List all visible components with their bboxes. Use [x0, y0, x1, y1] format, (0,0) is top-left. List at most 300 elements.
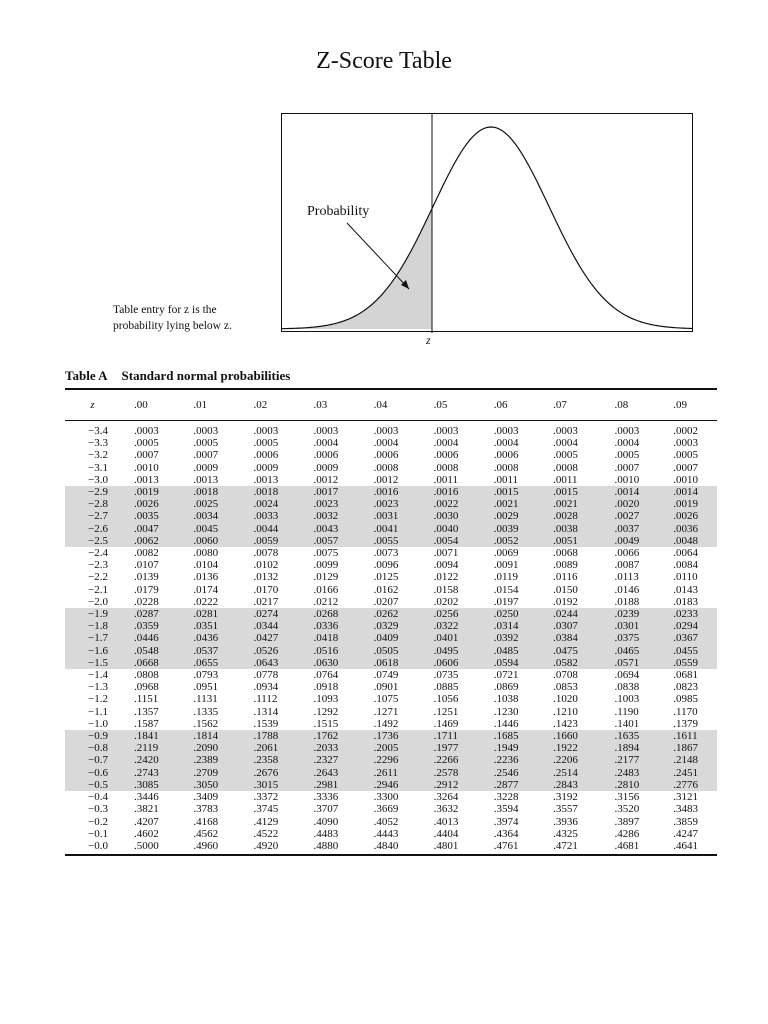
- probability-cell: .0003: [253, 425, 279, 437]
- probability-cell: .0007: [193, 449, 219, 462]
- z-value-cell: −1.7: [65, 632, 120, 644]
- probability-cell: .0029: [480, 510, 539, 522]
- probability-cell: .0139: [133, 571, 159, 584]
- table-row: [65, 767, 717, 779]
- probability-cell: .0018: [239, 486, 299, 498]
- probability-cell: .0026: [659, 510, 717, 522]
- probability-cell: .0054: [420, 535, 480, 547]
- probability-cell: .0179: [133, 583, 159, 596]
- probability-cell: .4286: [614, 827, 640, 840]
- z-value-cell: −1.5: [65, 657, 120, 669]
- probability-cell: .1635: [600, 730, 659, 742]
- probability-cell: .0005: [553, 449, 578, 462]
- probability-cell: .0446: [120, 632, 179, 644]
- probability-cell: .0322: [420, 620, 480, 632]
- probability-cell: .1660: [539, 730, 600, 742]
- probability-cell: .1841: [120, 730, 179, 742]
- header-col: .02: [239, 389, 299, 421]
- z-value-cell: −2.7: [65, 510, 120, 522]
- probability-cell: .0102: [253, 559, 279, 572]
- z-value-cell: −0.2: [87, 815, 108, 828]
- probability-cell: .0015: [480, 486, 539, 498]
- probability-cell: .0007: [673, 461, 699, 474]
- z-value-cell: −1.3: [87, 681, 108, 694]
- probability-cell: .0036: [659, 523, 717, 535]
- probability-cell: .0107: [133, 559, 159, 572]
- table-row: [65, 523, 717, 535]
- probability-cell: .4325: [553, 827, 578, 840]
- probability-cell: .3936: [553, 815, 578, 828]
- probability-cell: .0039: [480, 523, 539, 535]
- header-col: .08: [600, 389, 659, 421]
- probability-cell: .2451: [659, 767, 717, 779]
- probability-cell: .4090: [313, 815, 339, 828]
- z-value-cell: −1.9: [65, 608, 120, 620]
- probability-cell: .0793: [193, 669, 219, 682]
- figure-frame: [282, 114, 693, 332]
- probability-cell: .4801: [420, 840, 480, 855]
- table-row: [65, 803, 717, 815]
- probability-cell: .2877: [480, 779, 539, 791]
- probability-cell: .0708: [553, 669, 578, 682]
- probability-cell: .0068: [553, 547, 578, 560]
- table-caption: [65, 368, 290, 384]
- probability-cell: .0052: [480, 535, 539, 547]
- probability-cell: .0244: [539, 608, 600, 620]
- probability-cell: .2483: [600, 767, 659, 779]
- probability-cell: .0035: [120, 510, 179, 522]
- probability-cell: .2810: [600, 779, 659, 791]
- probability-cell: .4129: [253, 815, 279, 828]
- table-row: [65, 462, 717, 474]
- probability-cell: .2033: [300, 742, 360, 754]
- probability-cell: .0548: [120, 645, 179, 657]
- probability-cell: .0188: [614, 595, 640, 608]
- probability-cell: .0119: [493, 571, 519, 584]
- z-value-cell: −2.0: [87, 595, 108, 608]
- z-value-cell: −3.1: [87, 461, 108, 474]
- probability-cell: .3594: [493, 803, 519, 816]
- probability-cell: .0027: [600, 510, 659, 522]
- probability-cell: .1003: [614, 693, 640, 706]
- probability-cell: .0375: [600, 632, 659, 644]
- probability-cell: .0764: [313, 669, 339, 682]
- probability-cell: .0113: [614, 571, 639, 584]
- probability-cell: .0281: [179, 608, 239, 620]
- probability-cell: .1335: [193, 705, 219, 718]
- probability-cell: .2611: [360, 767, 420, 779]
- header-col: .06: [480, 389, 539, 421]
- z-value-cell: −2.2: [87, 571, 108, 584]
- table-caption-label: Table A: [65, 368, 108, 383]
- probability-cell: .0089: [553, 559, 578, 572]
- probability-cell: .0003: [133, 425, 159, 437]
- probability-cell: .0985: [673, 693, 699, 706]
- table-row: [65, 559, 717, 571]
- table-row: [65, 498, 717, 510]
- probability-cell: .0721: [493, 669, 519, 682]
- probability-cell: .0594: [480, 657, 539, 669]
- probability-cell: .0032: [300, 510, 360, 522]
- probability-cell: .2981: [300, 779, 360, 791]
- probability-cell: .4404: [433, 827, 459, 840]
- probability-cell: .0250: [480, 608, 539, 620]
- page-title: Z-Score Table: [316, 48, 452, 74]
- header-col: .03: [300, 389, 360, 421]
- probability-cell: .0038: [539, 523, 600, 535]
- probability-cell: .1170: [673, 705, 698, 718]
- z-value-cell: −0.7: [65, 754, 120, 766]
- probability-cell: .3264: [433, 791, 459, 804]
- probability-cell: .0037: [600, 523, 659, 535]
- probability-cell: .0012: [313, 473, 339, 486]
- z-value-cell: −1.6: [65, 645, 120, 657]
- probability-cell: .1423: [553, 717, 578, 730]
- probability-cell: .0004: [373, 437, 399, 450]
- table-row: [65, 840, 717, 855]
- probability-cell: .3300: [373, 791, 399, 804]
- probability-cell: .0005: [614, 449, 640, 462]
- probability-cell: .1611: [659, 730, 717, 742]
- probability-cell: .0146: [614, 583, 640, 596]
- probability-cell: .0010: [133, 461, 159, 474]
- probability-cell: .1020: [553, 693, 578, 706]
- probability-cell: .0023: [360, 498, 420, 510]
- probability-cell: .0064: [673, 547, 699, 560]
- probability-cell: .0017: [300, 486, 360, 498]
- probability-cell: .0041: [360, 523, 420, 535]
- probability-cell: .0465: [600, 645, 659, 657]
- z-value-cell: −1.4: [87, 669, 108, 682]
- probability-cell: .0008: [553, 461, 578, 474]
- probability-cell: .0014: [600, 486, 659, 498]
- figure-note-line-1: Table entry for z is the: [113, 304, 217, 316]
- probability-cell: .0951: [193, 681, 219, 694]
- probability-cell: .0174: [193, 583, 219, 596]
- table-row: [65, 620, 717, 632]
- probability-cell: .0018: [179, 486, 239, 498]
- z-value-cell: −1.0: [87, 717, 108, 730]
- table-row: [65, 718, 717, 730]
- probability-cell: .1112: [253, 693, 278, 706]
- probability-cell: .2090: [179, 742, 239, 754]
- probability-cell: .0197: [493, 595, 519, 608]
- probability-cell: .0024: [239, 498, 299, 510]
- probability-cell: .3557: [553, 803, 578, 816]
- probability-cell: .3859: [673, 815, 699, 828]
- probability-cell: .4880: [300, 840, 360, 855]
- probability-cell: .3783: [193, 803, 219, 816]
- header-z: z: [65, 389, 120, 421]
- probability-cell: .0016: [360, 486, 420, 498]
- probability-cell: .3228: [493, 791, 519, 804]
- probability-cell: .0630: [300, 657, 360, 669]
- probability-cell: .1515: [313, 717, 339, 730]
- header-col: .01: [179, 389, 239, 421]
- probability-cell: .2389: [179, 754, 239, 766]
- probability-cell: .0009: [193, 461, 219, 474]
- probability-cell: .2676: [239, 767, 299, 779]
- table-row: [65, 510, 717, 522]
- probability-cell: .0485: [480, 645, 539, 657]
- z-value-cell: −2.8: [65, 498, 120, 510]
- probability-cell: .2358: [239, 754, 299, 766]
- probability-cell: .0087: [614, 559, 640, 572]
- probability-cell: .3156: [614, 791, 640, 804]
- probability-cell: .0901: [373, 681, 399, 694]
- table-row: [65, 779, 717, 791]
- probability-cell: .3745: [253, 803, 279, 816]
- probability-cell: .0021: [480, 498, 539, 510]
- probability-cell: .0212: [313, 595, 339, 608]
- probability-cell: .0003: [373, 425, 399, 437]
- probability-cell: .0006: [373, 449, 399, 462]
- probability-cell: .0934: [253, 681, 279, 694]
- probability-cell: .1292: [313, 705, 339, 718]
- header-col: .00: [120, 389, 179, 421]
- table-row: [65, 754, 717, 766]
- probability-cell: .0019: [659, 498, 717, 510]
- probability-cell: .0559: [659, 657, 717, 669]
- probability-cell: .0019: [120, 486, 179, 498]
- probability-cell: .0030: [420, 510, 480, 522]
- probability-cell: .2912: [420, 779, 480, 791]
- probability-cell: .3121: [673, 791, 699, 804]
- probability-cell: .0016: [420, 486, 480, 498]
- probability-cell: .0233: [659, 608, 717, 620]
- probability-cell: .0526: [239, 645, 299, 657]
- probability-cell: .0143: [673, 583, 699, 596]
- probability-cell: .0099: [313, 559, 339, 572]
- probability-cell: .0104: [193, 559, 219, 572]
- probability-cell: .0005: [193, 437, 219, 450]
- probability-cell: .0968: [133, 681, 159, 694]
- probability-cell: .2420: [120, 754, 179, 766]
- probability-cell: .2005: [360, 742, 420, 754]
- probability-cell: .4761: [480, 840, 539, 855]
- probability-cell: .3669: [373, 803, 399, 816]
- header-col: .09: [659, 389, 717, 421]
- table-row: [65, 645, 717, 657]
- probability-cell: .0351: [179, 620, 239, 632]
- probability-cell: .0003: [614, 425, 640, 437]
- probability-cell: .0170: [253, 583, 279, 596]
- table-row: [65, 730, 717, 742]
- probability-cell: .0778: [253, 669, 279, 682]
- probability-cell: .2546: [480, 767, 539, 779]
- probability-cell: .0401: [420, 632, 480, 644]
- probability-cell: .0606: [420, 657, 480, 669]
- probability-cell: .4602: [133, 827, 159, 840]
- probability-cell: .5000: [120, 840, 179, 855]
- z-value-cell: −0.1: [87, 827, 108, 840]
- probability-cell: .0516: [300, 645, 360, 657]
- probability-cell: .0009: [253, 461, 279, 474]
- probability-cell: .0025: [179, 498, 239, 510]
- probability-cell: .1922: [539, 742, 600, 754]
- probability-cell: .0681: [673, 669, 699, 682]
- probability-cell: .2514: [539, 767, 600, 779]
- probability-cell: .2709: [179, 767, 239, 779]
- probability-cell: .0436: [179, 632, 239, 644]
- z-table-container: [65, 388, 717, 856]
- probability-cell: .0122: [433, 571, 459, 584]
- z-value-cell: −3.2: [87, 449, 108, 462]
- probability-cell: .3821: [133, 803, 159, 816]
- probability-cell: .4207: [133, 815, 159, 828]
- probability-cell: .0028: [539, 510, 600, 522]
- z-value-cell: −2.4: [87, 547, 108, 560]
- probability-cell: .0217: [253, 595, 279, 608]
- probability-cell: .2743: [120, 767, 179, 779]
- probability-cell: .3050: [179, 779, 239, 791]
- table-row: [65, 571, 717, 583]
- probability-cell: .0183: [673, 595, 699, 608]
- figure-note-line-2: probability lying below z.: [113, 320, 232, 332]
- probability-cell: .0096: [373, 559, 399, 572]
- probability-cell: .0582: [539, 657, 600, 669]
- probability-cell: .2776: [659, 779, 717, 791]
- header-col: .05: [420, 389, 480, 421]
- table-row: [65, 474, 717, 486]
- header-row: [65, 389, 717, 421]
- header-col: .04: [360, 389, 420, 421]
- probability-cell: .1210: [553, 705, 578, 718]
- probability-cell: .1949: [480, 742, 539, 754]
- probability-cell: .0023: [300, 498, 360, 510]
- probability-cell: .1736: [360, 730, 420, 742]
- z-value-cell: −1.8: [65, 620, 120, 632]
- probability-cell: .0078: [253, 547, 279, 560]
- probability-cell: .0011: [553, 473, 578, 486]
- probability-cell: .0013: [133, 473, 159, 486]
- probability-cell: .1814: [179, 730, 239, 742]
- probability-cell: .0668: [120, 657, 179, 669]
- probability-cell: .2061: [239, 742, 299, 754]
- probability-cell: .3409: [193, 791, 219, 804]
- table-row: [65, 657, 717, 669]
- probability-cell: .0004: [313, 437, 339, 450]
- probability-cell: .4681: [600, 840, 659, 855]
- probability-cell: .3483: [673, 803, 699, 816]
- probability-cell: .0004: [553, 437, 578, 450]
- probability-cell: .0329: [360, 620, 420, 632]
- z-value-cell: −2.6: [65, 523, 120, 535]
- normal-curve-svg: [281, 113, 693, 333]
- probability-cell: .2578: [420, 767, 480, 779]
- probability-cell: .0006: [433, 449, 459, 462]
- probability-cell: .0005: [673, 449, 699, 462]
- table-row: [65, 535, 717, 547]
- z-value-cell: −2.9: [65, 486, 120, 498]
- probability-cell: .0055: [360, 535, 420, 547]
- probability-cell: .0008: [493, 461, 519, 474]
- probability-cell: .0010: [673, 473, 699, 486]
- probability-cell: .0003: [193, 425, 219, 437]
- probability-cell: .1251: [433, 705, 459, 718]
- probability-cell: .0011: [433, 473, 458, 486]
- probability-cell: .3632: [433, 803, 459, 816]
- probability-cell: .0013: [193, 473, 219, 486]
- probability-cell: .0367: [659, 632, 717, 644]
- probability-cell: .0359: [120, 620, 179, 632]
- probability-cell: .3897: [614, 815, 640, 828]
- z-value-cell: −0.8: [65, 742, 120, 754]
- probability-cell: .0418: [300, 632, 360, 644]
- probability-cell: .1867: [659, 742, 717, 754]
- z-value-cell: −1.1: [87, 705, 108, 718]
- probability-cell: .4840: [360, 840, 420, 855]
- probability-cell: .0006: [313, 449, 339, 462]
- probability-cell: .0132: [253, 571, 279, 584]
- probability-cell: .0003: [313, 425, 339, 437]
- probability-cell: .0045: [179, 523, 239, 535]
- probability-cell: .1788: [239, 730, 299, 742]
- z-table-body: [65, 421, 717, 856]
- probability-cell: .0823: [673, 681, 699, 694]
- probability-cell: .2327: [300, 754, 360, 766]
- probability-cell: .0239: [600, 608, 659, 620]
- probability-cell: .0004: [614, 437, 640, 450]
- table-row: [65, 742, 717, 754]
- probability-cell: .4641: [659, 840, 717, 855]
- probability-cell: .0207: [373, 595, 399, 608]
- probability-cell: .2643: [300, 767, 360, 779]
- probability-cell: .0048: [659, 535, 717, 547]
- z-value-cell: −2.5: [65, 535, 120, 547]
- probability-cell: .3085: [120, 779, 179, 791]
- probability-cell: .0062: [120, 535, 179, 547]
- probability-cell: .4168: [193, 815, 219, 828]
- table-caption-title: Standard normal probabilities: [121, 368, 291, 383]
- probability-cell: .0694: [614, 669, 640, 682]
- probability-cell: .0643: [239, 657, 299, 669]
- probability-cell: .0166: [313, 583, 339, 596]
- probability-cell: .1711: [420, 730, 480, 742]
- probability-cell: .0071: [433, 547, 459, 560]
- probability-cell: .1151: [133, 693, 159, 706]
- probability-cell: .0228: [133, 595, 159, 608]
- probability-cell: .0869: [493, 681, 519, 694]
- probability-cell: .0033: [239, 510, 299, 522]
- table-row: [65, 584, 717, 596]
- probability-cell: .0010: [614, 473, 640, 486]
- probability-cell: .0091: [493, 559, 519, 572]
- probability-cell: .0008: [373, 461, 399, 474]
- probability-label: Probability: [307, 204, 370, 219]
- probability-cell: .0013: [253, 473, 279, 486]
- probability-cell: .0162: [373, 583, 399, 596]
- table-row: [65, 816, 717, 828]
- figure-note: [113, 302, 283, 334]
- probability-cell: .0034: [179, 510, 239, 522]
- table-row: [65, 828, 717, 840]
- table-row: [65, 437, 717, 449]
- probability-cell: .1190: [614, 705, 639, 718]
- probability-cell: .0344: [239, 620, 299, 632]
- probability-cell: .3520: [614, 803, 640, 816]
- probability-cell: .0082: [133, 547, 159, 560]
- probability-cell: .0110: [673, 571, 698, 584]
- probability-cell: .0505: [360, 645, 420, 657]
- z-value-cell: −1.2: [87, 693, 108, 706]
- z-value-cell: −0.6: [65, 767, 120, 779]
- probability-cell: .0222: [193, 595, 219, 608]
- z-value-cell: −0.0: [65, 840, 120, 855]
- header-col: .07: [539, 389, 600, 421]
- probability-cell: .0392: [480, 632, 539, 644]
- probability-cell: .4443: [373, 827, 399, 840]
